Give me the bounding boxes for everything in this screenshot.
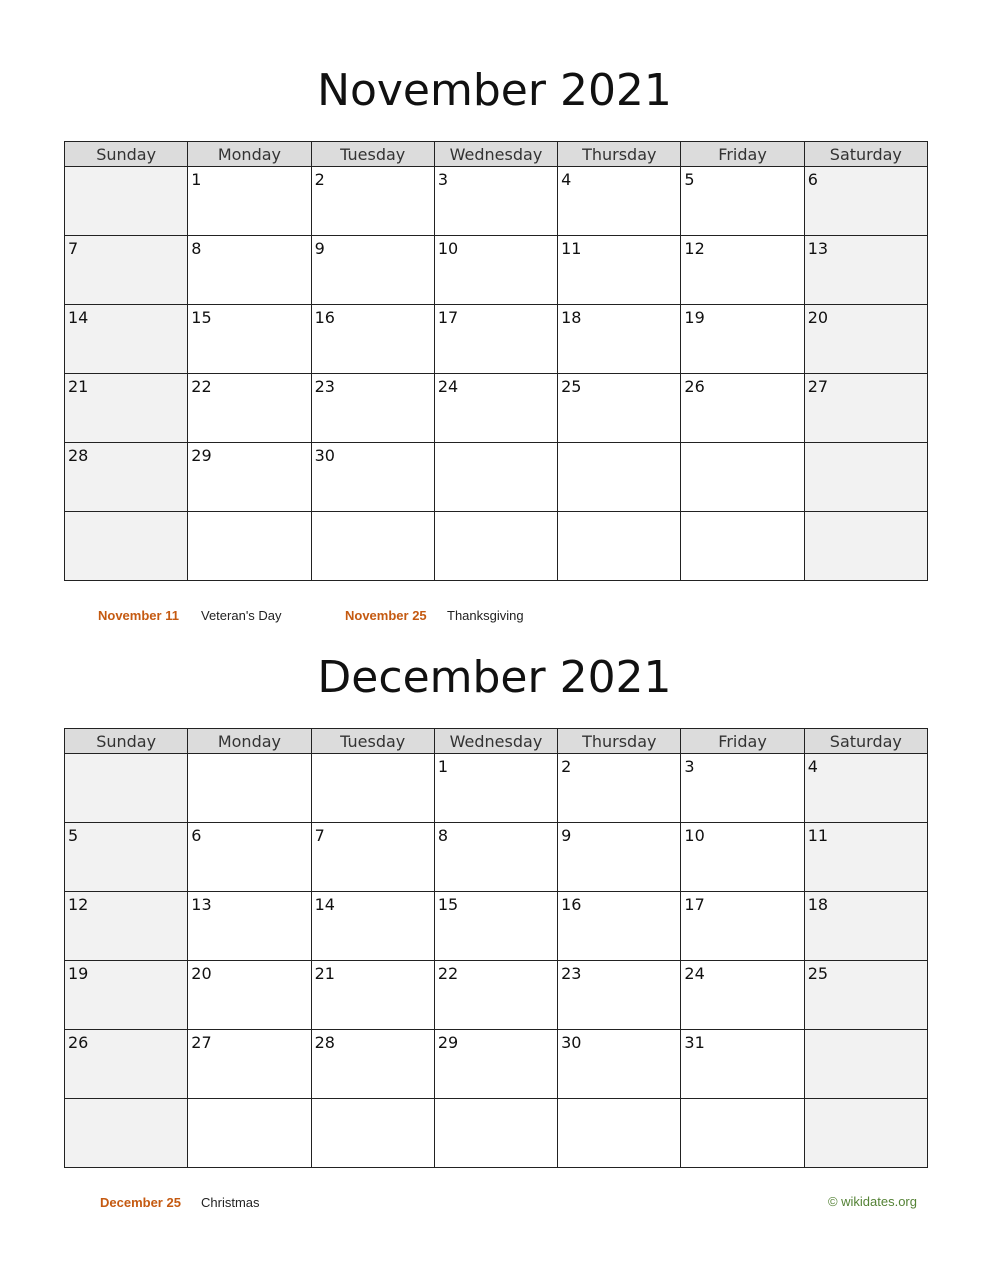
day-number: 13 [807, 239, 829, 258]
calendar-weeks [65, 754, 928, 1168]
day-cell [311, 823, 434, 892]
calendar-weeks [65, 167, 928, 581]
day-number: 26 [68, 1033, 89, 1052]
day-number: 14 [68, 308, 89, 327]
day-number [65, 167, 187, 170]
day-cell [558, 305, 681, 374]
day-cell [681, 374, 804, 443]
holiday-name: Christmas [201, 1195, 260, 1210]
day-cell [681, 305, 804, 374]
week-row [65, 512, 928, 581]
day-number [188, 754, 310, 757]
day-number [558, 512, 680, 515]
day-number: 31 [684, 1033, 705, 1052]
day-number: 3 [437, 170, 449, 189]
day-cell [311, 892, 434, 961]
weekday-saturday: Saturday [804, 729, 927, 754]
day-number: 5 [684, 170, 695, 189]
day-number: 15 [437, 895, 459, 914]
day-cell [558, 961, 681, 1030]
day-cell [558, 374, 681, 443]
day-cell [804, 961, 927, 1030]
day-number: 12 [684, 239, 705, 258]
day-number [65, 754, 187, 757]
day-number: 11 [561, 239, 582, 258]
day-number: 22 [437, 964, 459, 983]
day-number: 10 [437, 239, 459, 258]
week-row [65, 167, 928, 236]
weekday-tuesday: Tuesday [311, 142, 434, 167]
day-number: 23 [561, 964, 582, 983]
day-cell [65, 754, 188, 823]
day-number: 18 [807, 895, 829, 914]
calendar-grid-december [64, 728, 928, 1168]
day-number: 28 [314, 1033, 335, 1052]
day-number [805, 1099, 927, 1102]
day-cell [804, 754, 927, 823]
day-cell [65, 823, 188, 892]
day-cell [65, 167, 188, 236]
day-number: 4 [561, 170, 572, 189]
month-title-december: December 2021 [317, 652, 672, 703]
day-cell [188, 167, 311, 236]
day-cell [558, 512, 681, 581]
weekday-thursday: Thursday [558, 142, 681, 167]
day-number: 6 [807, 170, 818, 189]
week-row [65, 443, 928, 512]
day-cell [558, 443, 681, 512]
day-number [312, 512, 434, 515]
day-number: 1 [191, 170, 202, 189]
day-number: 18 [561, 308, 582, 327]
day-number [805, 512, 927, 515]
day-number: 16 [561, 895, 582, 914]
day-number [65, 1099, 187, 1102]
day-cell [804, 512, 927, 581]
day-cell [804, 1030, 927, 1099]
day-number: 4 [807, 757, 818, 776]
holiday-date: December 25 [100, 1195, 181, 1210]
day-cell [434, 374, 557, 443]
day-number: 9 [561, 826, 572, 845]
day-number: 12 [68, 895, 89, 914]
day-cell [558, 1099, 681, 1168]
day-cell [434, 1099, 557, 1168]
day-number: 2 [314, 170, 325, 189]
day-cell [188, 823, 311, 892]
day-number: 24 [437, 377, 459, 396]
day-cell [434, 236, 557, 305]
day-cell [804, 374, 927, 443]
day-cell [681, 961, 804, 1030]
day-number: 23 [314, 377, 335, 396]
week-row [65, 1030, 928, 1099]
day-cell [65, 892, 188, 961]
day-cell [434, 443, 557, 512]
day-number: 8 [437, 826, 449, 845]
day-number: 24 [684, 964, 705, 983]
day-cell [558, 1030, 681, 1099]
day-cell [65, 1099, 188, 1168]
day-cell [65, 1030, 188, 1099]
day-cell [65, 512, 188, 581]
day-cell [558, 236, 681, 305]
day-cell [311, 443, 434, 512]
day-cell [434, 823, 557, 892]
day-cell [681, 892, 804, 961]
day-number [681, 443, 803, 446]
day-number: 25 [561, 377, 582, 396]
day-number: 20 [807, 308, 829, 327]
day-cell [311, 754, 434, 823]
day-cell [681, 1099, 804, 1168]
holiday-item [345, 607, 524, 625]
week-row [65, 305, 928, 374]
day-cell [434, 167, 557, 236]
day-cell [65, 443, 188, 512]
day-cell [188, 374, 311, 443]
day-number [312, 754, 434, 757]
day-cell [434, 961, 557, 1030]
day-cell [311, 1030, 434, 1099]
holiday-date: November 25 [345, 608, 427, 623]
day-cell [188, 512, 311, 581]
day-number [681, 1099, 803, 1102]
day-number: 2 [561, 757, 572, 776]
week-row [65, 1099, 928, 1168]
day-cell [188, 236, 311, 305]
day-number: 22 [191, 377, 212, 396]
day-cell [681, 823, 804, 892]
day-cell [681, 236, 804, 305]
calendar-grid-november [64, 141, 928, 581]
holiday-name: Thanksgiving [447, 608, 524, 623]
day-cell [434, 1030, 557, 1099]
day-cell [311, 1099, 434, 1168]
weekday-monday: Monday [188, 729, 311, 754]
day-cell [681, 754, 804, 823]
day-number: 21 [314, 964, 335, 983]
day-number: 15 [191, 308, 212, 327]
day-number: 6 [191, 826, 202, 845]
day-cell [65, 961, 188, 1030]
week-row [65, 236, 928, 305]
day-cell [804, 305, 927, 374]
day-cell [434, 305, 557, 374]
day-number [65, 512, 187, 515]
day-number: 17 [684, 895, 705, 914]
day-number: 19 [68, 964, 89, 983]
day-number [435, 443, 557, 446]
weekday-thursday: Thursday [558, 729, 681, 754]
day-cell [311, 374, 434, 443]
weekday-monday: Monday [188, 142, 311, 167]
week-row [65, 961, 928, 1030]
week-row [65, 823, 928, 892]
day-cell [188, 1099, 311, 1168]
weekday-header-row [65, 729, 928, 754]
week-row [65, 374, 928, 443]
holiday-item [100, 1194, 260, 1212]
day-number: 1 [437, 757, 449, 776]
day-number: 25 [807, 964, 829, 983]
day-number: 7 [314, 826, 325, 845]
day-number: 11 [807, 826, 829, 845]
day-cell [681, 1030, 804, 1099]
day-number: 8 [191, 239, 202, 258]
day-number: 10 [684, 826, 705, 845]
day-number: 29 [437, 1033, 459, 1052]
day-number [558, 443, 680, 446]
holiday-item [98, 607, 282, 625]
day-number: 17 [437, 308, 459, 327]
weekday-sunday: Sunday [65, 142, 188, 167]
holiday-name: Veteran's Day [201, 608, 282, 623]
day-cell [804, 236, 927, 305]
day-cell [311, 961, 434, 1030]
day-cell [65, 374, 188, 443]
day-number [805, 1030, 927, 1033]
day-number [435, 1099, 557, 1102]
day-cell [311, 512, 434, 581]
weekday-tuesday: Tuesday [311, 729, 434, 754]
day-number: 5 [68, 826, 79, 845]
day-cell [804, 892, 927, 961]
day-cell [681, 512, 804, 581]
day-number: 3 [684, 757, 695, 776]
weekday-wednesday: Wednesday [434, 729, 557, 754]
day-number: 26 [684, 377, 705, 396]
day-number [558, 1099, 680, 1102]
day-cell [804, 823, 927, 892]
day-number: 30 [314, 446, 335, 465]
day-number: 20 [191, 964, 212, 983]
day-cell [804, 443, 927, 512]
site-credit: © wikidates.org [827, 1194, 917, 1209]
week-row [65, 892, 928, 961]
day-cell [558, 892, 681, 961]
day-cell [804, 167, 927, 236]
day-number: 16 [314, 308, 335, 327]
day-number [435, 512, 557, 515]
day-cell [558, 167, 681, 236]
weekday-sunday: Sunday [65, 729, 188, 754]
day-cell [65, 305, 188, 374]
day-cell [434, 892, 557, 961]
day-number: 9 [314, 239, 325, 258]
weekday-wednesday: Wednesday [434, 142, 557, 167]
holiday-date: November 11 [98, 608, 179, 623]
day-cell [434, 512, 557, 581]
day-number [312, 1099, 434, 1102]
day-number: 30 [561, 1033, 582, 1052]
day-number [188, 1099, 310, 1102]
day-cell [434, 754, 557, 823]
month-title-november: November 2021 [317, 65, 672, 116]
day-cell [311, 305, 434, 374]
day-number: 28 [68, 446, 89, 465]
day-cell [558, 823, 681, 892]
day-number: 27 [807, 377, 829, 396]
day-number: 27 [191, 1033, 212, 1052]
day-cell [681, 167, 804, 236]
day-cell [558, 754, 681, 823]
day-cell [188, 961, 311, 1030]
day-number: 29 [191, 446, 212, 465]
day-number: 7 [68, 239, 79, 258]
day-cell [681, 443, 804, 512]
day-number [188, 512, 310, 515]
day-cell [188, 754, 311, 823]
weekday-friday: Friday [681, 142, 804, 167]
day-cell [188, 443, 311, 512]
day-number: 13 [191, 895, 212, 914]
day-cell [188, 1030, 311, 1099]
day-cell [311, 236, 434, 305]
day-cell [804, 1099, 927, 1168]
day-number [805, 443, 927, 446]
day-number: 21 [68, 377, 89, 396]
day-number: 14 [314, 895, 335, 914]
weekday-saturday: Saturday [804, 142, 927, 167]
day-cell [188, 892, 311, 961]
day-number [681, 512, 803, 515]
weekday-header-row [65, 142, 928, 167]
day-cell [311, 167, 434, 236]
day-number: 19 [684, 308, 705, 327]
week-row [65, 754, 928, 823]
day-cell [188, 305, 311, 374]
day-cell [65, 236, 188, 305]
weekday-friday: Friday [681, 729, 804, 754]
